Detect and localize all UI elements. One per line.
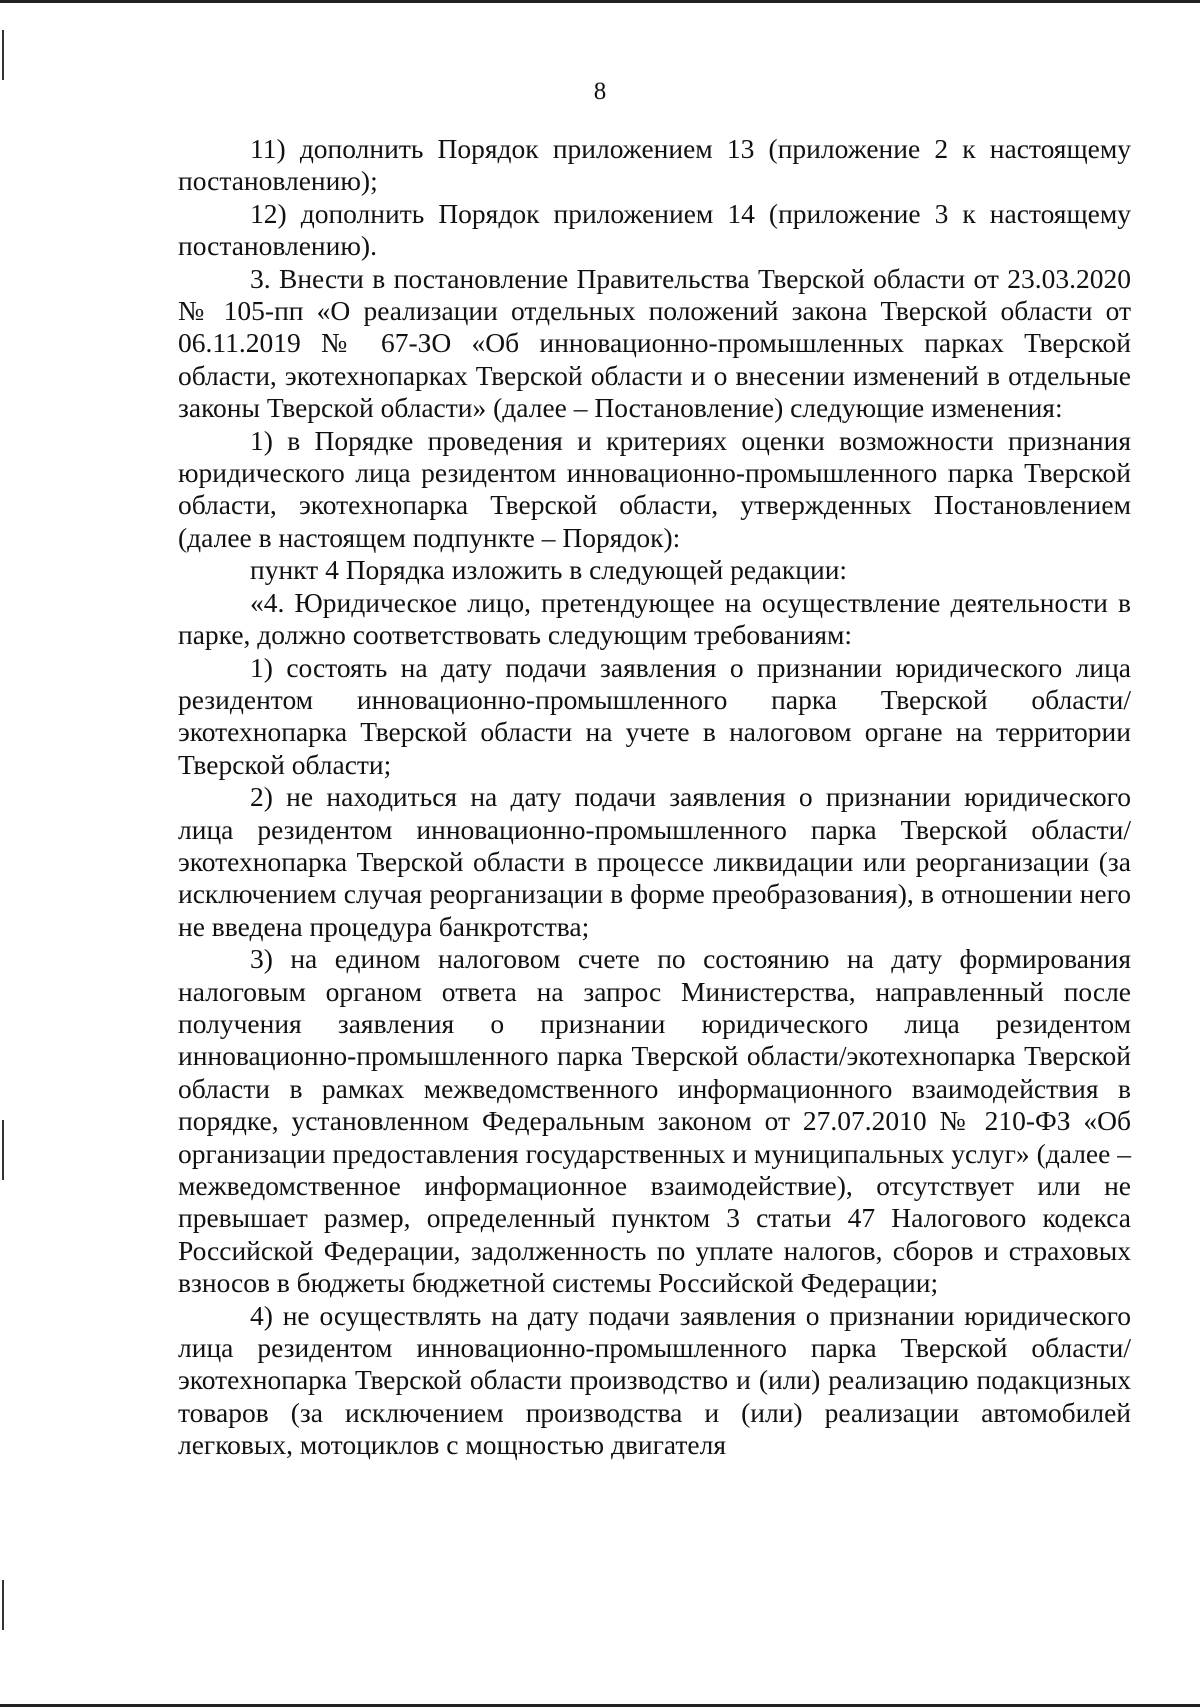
scan-edge-mark	[2, 1120, 4, 1180]
paragraph-requirement-3: 3) на едином налоговом счете по состоянию на дату формирования налоговым органом ответа на запрос Министерства, направленный после получения заявления о признании юридического лица резидентом инновационно-промышленного парка Тверской области/экотехнопарка Тверской области в рамках межведомственного информационного взаимодействия в порядке, установленном Федеральным законом от 27.07.2010 № 210-ФЗ «Об организации предоставления государственных и муниципальных услуг» (далее – межведомственное информационное взаимодействие), отсутствует или не превышает размер, определенный пунктом 3 статьи 47 Налогового кодекса Российской Федерации, задолженность по уплате налогов, сборов и страховых взносов в бюджеты бюджетной системы Российской Федерации;	[178, 943, 1131, 1299]
paragraph-requirement-2: 2) не находиться на дату подачи заявления о признании юридического лица резидентом инновационно-промышленного парка Тверской области/экотехнопарка Тверской области в процессе ликвидации или реорганизации (за исключением случая реорганизации в форме преобразования), в отношении него не введена процедура банкротства;	[178, 781, 1131, 942]
paragraph-requirement-1: 1) состоять на дату подачи заявления о признании юридического лица резидентом инновационно-промышленного парка Тверской области/экотехнопарка Тверской области на учете в налоговом органе на территории Тверской области;	[178, 651, 1131, 780]
scan-top-border	[0, 0, 1200, 3]
paragraph-requirement-4: 4) не осуществлять на дату подачи заявления о признании юридического лица резидентом инновационно-промышленного парка Тверской области/экотехнопарка Тверской области производство и (или) реализацию подакцизных товаров (за исключением производства и (или) реализации автомобилей легковых, мотоциклов с мощностью двигателя	[178, 1299, 1131, 1461]
paragraph-section-3: 3. Внести в постановление Правительства Тверской области от 23.03.2020 № 105-пп «О реализации отдельных положений закона Тверской области от 06.11.2019 № 67-ЗО «Об инновационно-промышленных парках Тверской области, экотехнопарках Тверской области и о внесении изменений в отдельные законы Тверской области» (далее – Постановление) следующие изменения:	[178, 262, 1131, 424]
paragraph-point-4-intro: пункт 4 Порядка изложить в следующей редакции:	[250, 554, 848, 586]
scan-edge-mark	[2, 30, 4, 80]
page-number: 8	[593, 78, 607, 105]
paragraph-item-12: 12) дополнить Порядок приложением 14 (приложение 3 к настоящему постановлению).	[178, 197, 1131, 262]
paragraph-point-4: «4. Юридическое лицо, претендующее на осуществление деятельности в парке, должно соответствовать следующим требованиям:	[178, 586, 1131, 651]
document-body	[178, 133, 1131, 1462]
scan-edge-mark	[2, 1580, 4, 1630]
paragraph-item-11: 11) дополнить Порядок приложением 13 (приложение 2 к настоящему постановлению);	[178, 133, 1131, 197]
paragraph-subitem-1: 1) в Порядке проведения и критериях оценки возможности признания юридического лица резидентом инновационно-промышленного парка Тверской области, экотехнопарка Тверской области, утвержденных Постановлением (далее в настоящем подпункте – Порядок):	[178, 424, 1131, 553]
